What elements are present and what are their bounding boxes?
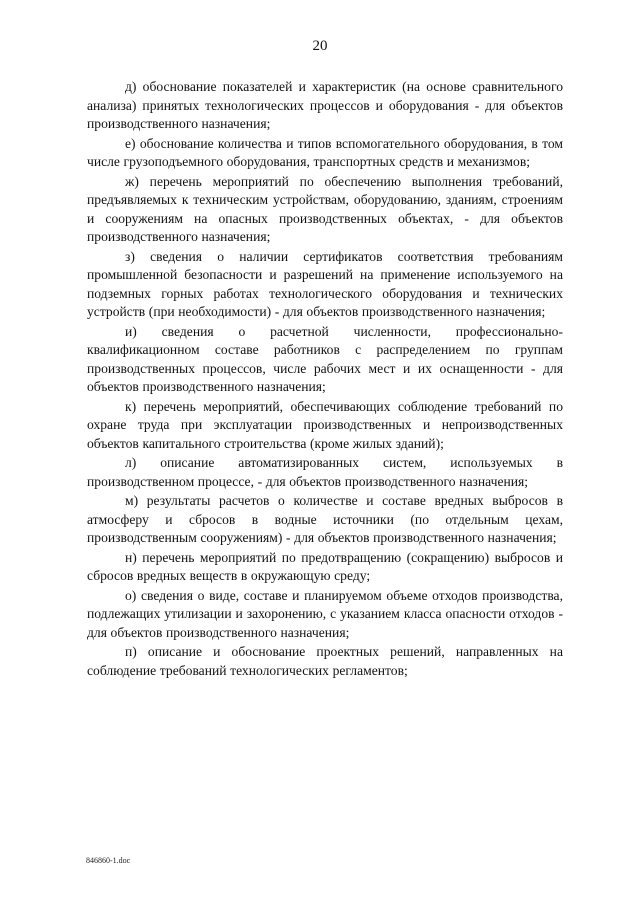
paragraph-z: з) сведения о наличии сертификатов соответствия требованиям промышленной безопасности и разрешений на применение используемого на подземных горных работах технологического оборудования и технических устройств (при необходимости) - для объектов производственного назначения; — [87, 248, 563, 319]
paragraph-p: п) описание и обоснование проектных решений, направленных на соблюдение требований технологических регламентов; — [87, 644, 563, 678]
paragraph-k: к) перечень мероприятий, обеспечивающих соблюдение требований по охране труда при эксплуатации производственных и непроизводственных объектов капитального строительства (кроме жилых зданий); — [87, 398, 563, 451]
page-number: 20 — [312, 38, 328, 54]
paragraph-zh: ж) перечень мероприятий по обеспечению выполнения требований, предъявляемых к техническим устройствам, оборудованию, зданиям, строениям и сооружениям на опасных производственных объектах, - для объектов производственного назначения; — [87, 173, 563, 244]
paragraph-d: д) обоснование показателей и характеристик (на основе сравнительного анализа) принятых технологических процессов и оборудования - для объектов производственного назначения; — [87, 79, 563, 131]
paragraph-o: о) сведения о виде, составе и планируемом объеме отходов производства, подлежащих утилизации и захоронению, с указанием класса опасности отходов - для объектов производственного назначения; — [87, 587, 563, 640]
paragraph-n: н) перечень мероприятий по предотвращению (сокращению) выбросов и сбросов вредных веществ в окружающую среду; — [87, 549, 563, 583]
file-reference: 846860-1.doc — [86, 856, 131, 865]
paragraph-i: и) сведения о расчетной численности, профессионально-квалификационном составе работников с распределением по группам производственных процессов, числе рабочих мест и их оснащенности - для объектов производственного назначения; — [87, 323, 563, 394]
paragraph-e: е) обоснование количества и типов вспомогательного оборудования, в том числе грузоподъемного оборудования, транспортных средств и механизмов; — [87, 135, 563, 169]
document-body — [87, 78, 563, 681]
paragraph-m: м) результаты расчетов о количестве и составе вредных выбросов в атмосферу и сбросов в водные источники (по отдельным цехам, производственным сооружениям) - для объектов производственного назначения; — [87, 493, 563, 545]
paragraph-l: л) описание автоматизированных систем, используемых в производственном процессе, - для объектов производственного назначения; — [87, 455, 563, 489]
